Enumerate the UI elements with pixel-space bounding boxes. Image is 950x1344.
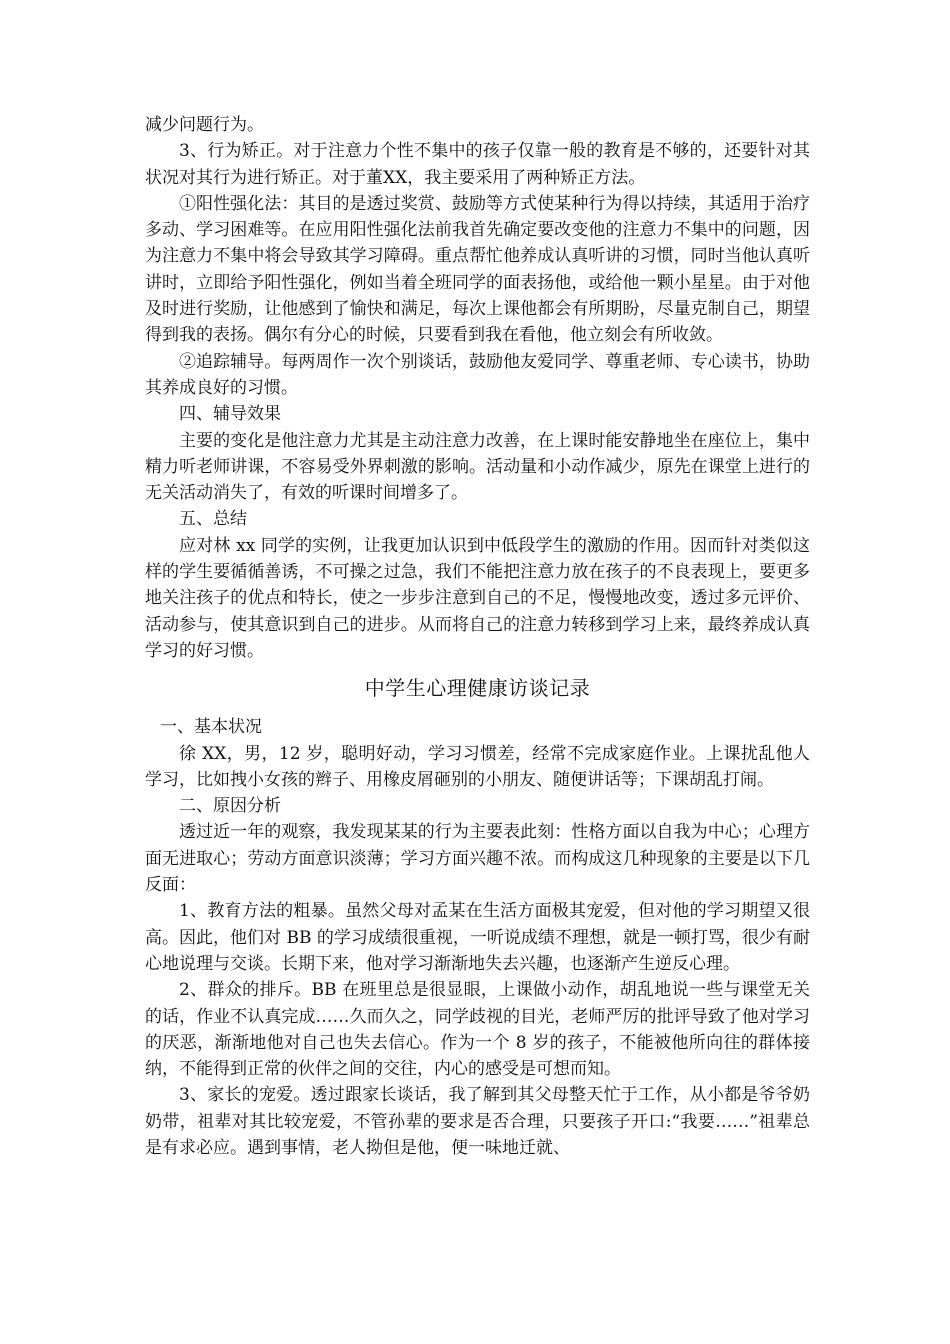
paragraph: 2、群众的排斥。BB 在班里总是很显眼，上课做小动作，胡乱地说一些与课堂无关的话，作业不认真完成……久而久之，同学歧视的目光，老师严厉的批评导致了他对学习的厌恶，渐渐地他对自己也失去信心。作为一个 8 岁的孩子，不能被他所向往的群体接纳，不能得到正常的伙伴之间的交往，内心的感受是可想而知。 xyxy=(145,980,810,1080)
section-heading: 四、辅导效果 xyxy=(179,404,281,425)
paragraph: 3、家长的宠爱。透过跟家长谈话，我了解到其父母整天忙于工作，从小都是爷爷奶奶带，祖辈对其比较宠爱，不管孙辈的要求是否合理，只要孩子开口:“我要……”祖辈总是有求必应。遇到事情，老人拗但是他，便一味地迁就、 xyxy=(145,1085,810,1158)
paragraph: 主要的变化是他注意力尤其是主动注意力改善，在上课时能安静地坐在座位上，集中精力听老师讲课，不容易受外界刺激的影响。活动量和小动作减少，原先在课堂上进行的无关活动消失了，有效的听课时间增多了。 xyxy=(145,430,810,504)
section-heading: 一、基本状况 xyxy=(160,717,262,738)
paragraph: 应对林 xx 同学的实例，让我更加认识到中低段学生的激励的作用。因而针对类似这样的学生要循循善诱，不可操之过急，我们不能把注意力放在孩子的不良表现上，要更多地关注孩子的优点和特长，使之一步步注意到自己的不足，慢慢地改变，透过多元评价、活动参与，使其意识到自己的进步。从而将自己的注意力转移到学习上来，最终养成认真学习的好习惯。 xyxy=(145,535,810,661)
section-heading: 二、原因分析 xyxy=(179,796,281,817)
paragraph: 减少问题行为。 xyxy=(145,115,264,135)
paragraph: 3、行为矫正。对于注意力个性不集中的孩子仅靠一般的教育是不够的，还要针对其状况对其行为进行矫正。对于董XX，我主要采用了两种矫正方法。 xyxy=(145,141,810,188)
paragraph: ②追踪辅导。每两周作一次个别谈话，鼓励他友爱同学、尊重老师、专心读书，协助其养成良好的习惯。 xyxy=(145,351,810,398)
paragraph: 1、教育方法的粗暴。虽然父母对孟某在生活方面极其宠爱，但对他的学习期望又很高。因此，他们对 BB 的学习成绩很重视，一听说成绩不理想，就是一顿打骂，很少有耐心地说理与交谈。长期下来，他对学习渐渐地失去兴趣，也逐渐产生逆反心理。 xyxy=(145,901,810,974)
document-title: 中学生心理健康访谈记录 xyxy=(364,676,591,701)
section-heading: 五、总结 xyxy=(179,509,247,530)
paragraph: 徐 XX，男，12 岁，聪明好动，学习习惯差，经常不完成家庭作业。上课扰乱他人学习，比如拽小女孩的辫子、用橡皮屑砸别的小朋友、随便讲话等；下课胡乱打闹。 xyxy=(145,743,810,790)
paragraph: 透过近一年的观察，我发现某某的行为主要表此刻：性格方面以自我为中心；心理方面无进取心；劳动方面意识淡薄；学习方面兴趣不浓。而构成这几种现象的主要是以下几反面： xyxy=(145,822,810,896)
document-page xyxy=(145,112,810,1161)
paragraph: ①阳性强化法：其目的是透过奖赏、鼓励等方式使某种行为得以持续，其适用于治疗多动、学习困难等。在应用阳性强化法前我首先确定要改变他的注意力不集中的问题，因为注意力不集中将会导致其学习障碍。重点帮忙他养成认真听讲的习惯，同时当他认真听讲时，立即给予阳性强化，例如当着全班同学的面表扬他，或给他一颗小星星。由于对他及时进行奖励，让他感到了愉快和满足，每次上课他都会有所期盼，尽量克制自己，期望得到我的表扬。偶尔有分心的时候，只要看到我在看他，他立刻会有所收敛。 xyxy=(145,193,810,346)
